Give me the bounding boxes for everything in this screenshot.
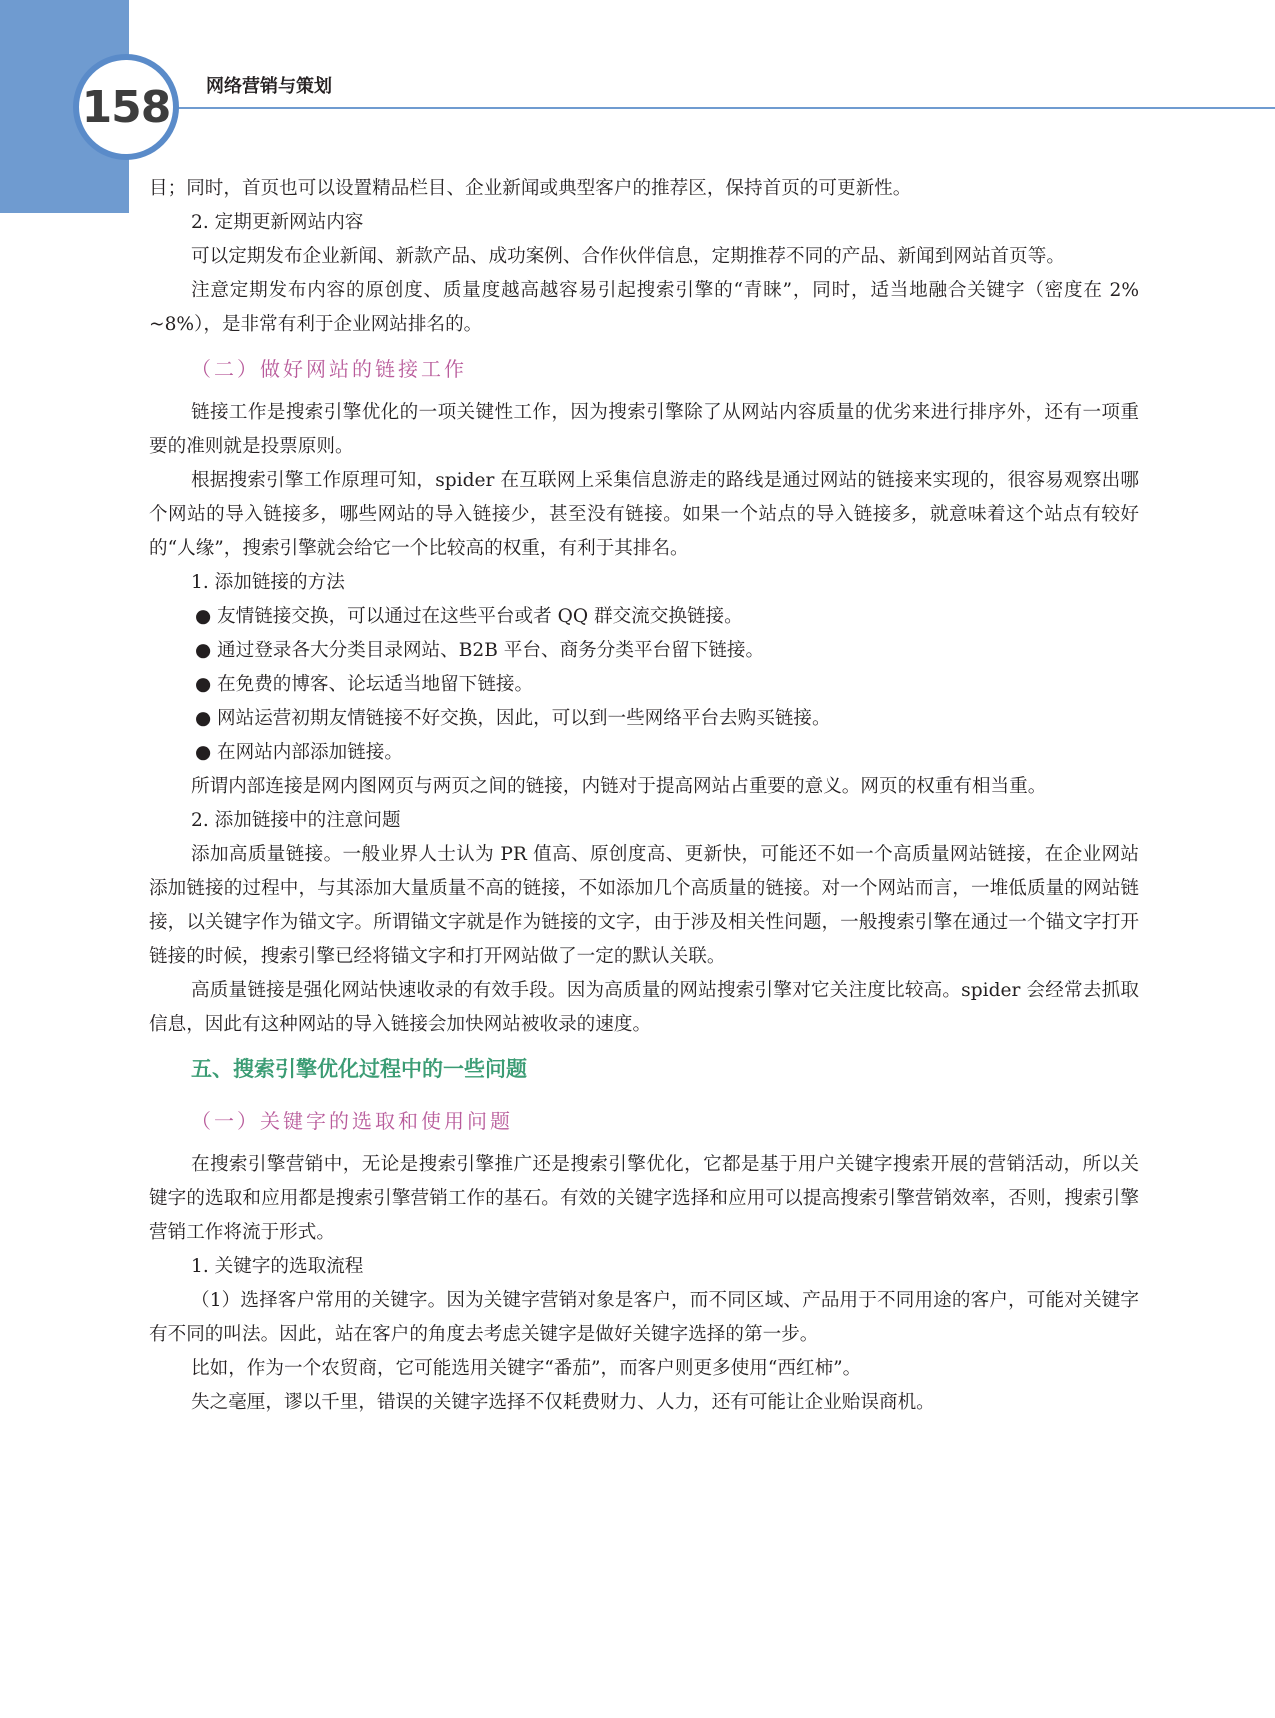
spacer [149,1138,1139,1148]
bullet-text: 友情链接交换，可以通过在这些平台或者 QQ 群交流交换链接。 [217,606,743,627]
list-heading: 2. 添加链接中的注意问题 [191,810,401,831]
bullet-text: 在免费的博客、论坛适当地留下链接。 [217,674,534,695]
paragraph: 在搜索引擎营销中，无论是搜索引擎推广还是搜索引擎优化，它都是基于用户关键字搜索开展的营销活动，所以关键字的选取和应用都是搜索引擎营销工作的基石。有效的关键字选择和应用可以提高搜索引擎营销效率，否则，搜索引擎营销工作将流于形式。 [149,1154,1139,1243]
bullet-icon: ● [195,606,212,627]
paragraph: （1）选择客户常用的关键字。因为关键字营销对象是客户，而不同区域、产品用于不同用途的客户，可能对关键字有不同的叫法。因此，站在客户的角度去考虑关键字是做好关键字选择的第一步。 [149,1290,1139,1345]
subheading: （二）做好网站的链接工作 [191,357,467,381]
list-heading: 2. 定期更新网站内容 [191,212,364,233]
paragraph: 链接工作是搜索引擎优化的一项关键性工作，因为搜索引擎除了从网站内容质量的优劣来进行排序外，还有一项重要的准则就是投票原则。 [149,402,1139,457]
bullet-item [149,736,1139,770]
page-number: 158 [81,81,171,133]
bullet-text: 网站运营初期友情链接不好交换，因此，可以到一些网络平台去购买链接。 [217,708,831,729]
paragraph: 可以定期发布企业新闻、新款产品、成功案例、合作伙伴信息，定期推荐不同的产品、新闻到网站首页等。 [191,246,1065,267]
list-heading: 1. 关键字的选取流程 [191,1256,364,1277]
spacer [149,342,1139,352]
paragraph: 添加高质量链接。一般业界人士认为 PR 值高、原创度高、更新快，可能还不如一个高质量网站链接，在企业网站添加链接的过程中，与其添加大量质量不高的链接，不如添加几个高质量的链接。对一个网站而言，一堆低质量的网站链接，以关键字作为锚文字。所谓锚文字就是作为链接的文字，由于涉及相关性问题，一般搜索引擎在通过一个锚文字打开链接的时候，搜索引擎已经将锚文字和打开网站做了一定的默认关联。 [149,844,1139,967]
paragraph: 根据搜索引擎工作原理可知，spider 在互联网上采集信息游走的路线是通过网站的链接来实现的，很容易观察出哪个网站的导入链接多，哪些网站的导入链接少，甚至没有链接。如果一个站点的导入链接多，就意味着这个站点有较好的“人缘”，搜索引擎就会给它一个比较高的权重，有利于其排名。 [149,470,1139,559]
page-number-badge [73,54,179,160]
bullet-icon: ● [195,742,212,763]
bullet-item [149,634,1139,668]
paragraph: 比如，作为一个农贸商，它可能选用关键字“番茄”，而客户则更多使用“西红柿”。 [191,1358,862,1379]
paragraph: 高质量链接是强化网站快速收录的有效手段。因为高质量的网站搜索引擎对它关注度比较高。spider 会经常去抓取信息，因此有这种网站的导入链接会加快网站被收录的速度。 [149,980,1139,1035]
header-square-decoration [116,174,126,184]
bullet-item [149,668,1139,702]
bullet-item [149,702,1139,736]
spacer [149,386,1139,396]
spacer [149,1042,1139,1052]
bullet-icon: ● [195,674,212,695]
paragraph: 所谓内部连接是网内图网页与两页之间的链接，内链对于提高网站占重要的意义。网页的权重有相当重。 [191,776,1047,797]
bullet-text: 在网站内部添加链接。 [217,742,403,763]
paragraph: 失之毫厘，谬以千里，错误的关键字选择不仅耗费财力、人力，还有可能让企业贻误商机。 [191,1392,935,1413]
paragraph: 目；同时，首页也可以设置精品栏目、企业新闻或典型客户的推荐区，保持首页的可更新性。 [149,178,912,199]
header-square-decoration [92,200,100,208]
spacer [149,1086,1139,1104]
subheading: （一）关键字的选取和使用问题 [191,1109,513,1133]
running-title: 网络营销与策划 [206,76,332,97]
header-square-decoration [103,186,113,196]
bullet-item [149,600,1139,634]
paragraph: 注意定期发布内容的原创度、质量度越高越容易引起搜索引擎的“青睐”，同时，适当地融合关键字（密度在 2% ~8%），是非常有利于企业网站排名的。 [149,280,1139,335]
section-heading: 五、搜索引擎优化过程中的一些问题 [191,1057,527,1081]
header-rule [170,107,1275,109]
bullet-icon: ● [195,640,212,661]
list-heading: 1. 添加链接的方法 [191,572,345,593]
bullet-icon: ● [195,708,212,729]
page-body [149,172,1139,1420]
bullet-text: 通过登录各大分类目录网站、B2B 平台、商务分类平台留下链接。 [217,640,765,661]
